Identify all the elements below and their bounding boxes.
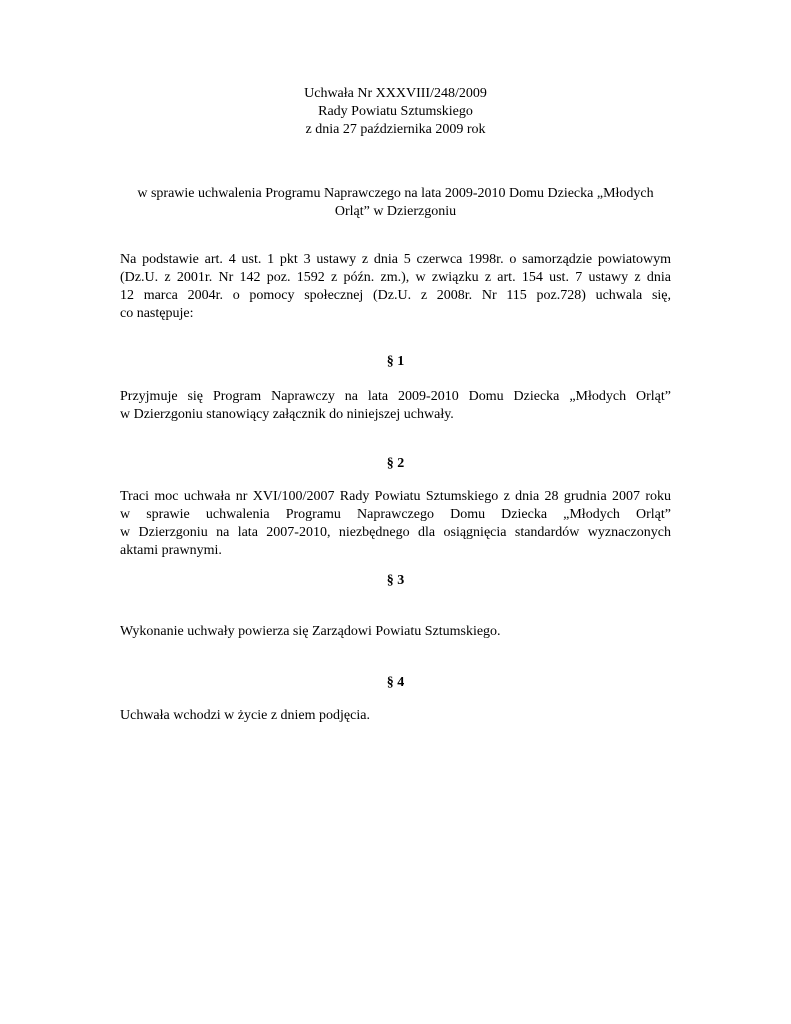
subject-line-2: Orląt” w Dzierzgoniu xyxy=(334,204,457,219)
section-2-heading: § 2 xyxy=(386,456,405,471)
section-line: Wykonanie uchwały powierza się Zarządowi Powiatu Sztumskiego. xyxy=(120,624,501,639)
section-line: Przyjmuje się Program Naprawczy na lata 2009-2010 Domu Dziecka „Młodych Orląt” xyxy=(120,389,671,404)
section-4-heading: § 4 xyxy=(386,675,405,690)
section-2-body xyxy=(120,488,671,560)
council-name: Rady Powiatu Sztumskiego xyxy=(318,104,473,119)
section-1-body xyxy=(120,388,671,424)
preamble-line: co następuje: xyxy=(120,306,194,321)
section-3-heading: § 3 xyxy=(386,573,405,588)
resolution-date: z dnia 27 października 2009 rok xyxy=(305,122,486,137)
section-line: Traci moc uchwała nr XVI/100/2007 Rady Powiatu Sztumskiego z dnia 28 grudnia 2007 roku xyxy=(120,489,671,504)
section-line: Uchwała wchodzi w życie z dniem podjęcia. xyxy=(120,708,370,723)
section-line: aktami prawnymi. xyxy=(120,543,222,558)
section-3-body xyxy=(120,623,671,641)
preamble-paragraph xyxy=(120,251,671,323)
section-line: w Dzierzgoniu na lata 2007-2010, niezbędnego dla osiągnięcia standardów wyznaczonych xyxy=(120,525,671,540)
section-1-heading: § 1 xyxy=(386,354,405,369)
resolution-subject xyxy=(120,185,671,221)
subject-line-1: w sprawie uchwalenia Programu Naprawczego na lata 2009-2010 Domu Dziecka „Młodych xyxy=(137,186,654,201)
section-4-body xyxy=(120,707,671,725)
section-line: w Dzierzgoniu stanowiący załącznik do niniejszej uchwały. xyxy=(120,407,454,422)
resolution-number: Uchwała Nr XXXVIII/248/2009 xyxy=(304,86,487,101)
preamble-line: 12 marca 2004r. o pomocy społecznej (Dz.U. z 2008r. Nr 115 poz.728) uchwala się, xyxy=(120,288,671,303)
section-line: w sprawie uchwalenia Programu Naprawczego Domu Dziecka „Młodych Orląt” xyxy=(120,507,671,522)
resolution-header xyxy=(120,85,671,139)
preamble-line: (Dz.U. z 2001r. Nr 142 poz. 1592 z późn. zm.), w związku z art. 154 ust. 7 ustawy z dnia xyxy=(120,270,671,285)
preamble-line: Na podstawie art. 4 ust. 1 pkt 3 ustawy z dnia 5 czerwca 1998r. o samorządzie powiatowym xyxy=(120,252,671,267)
